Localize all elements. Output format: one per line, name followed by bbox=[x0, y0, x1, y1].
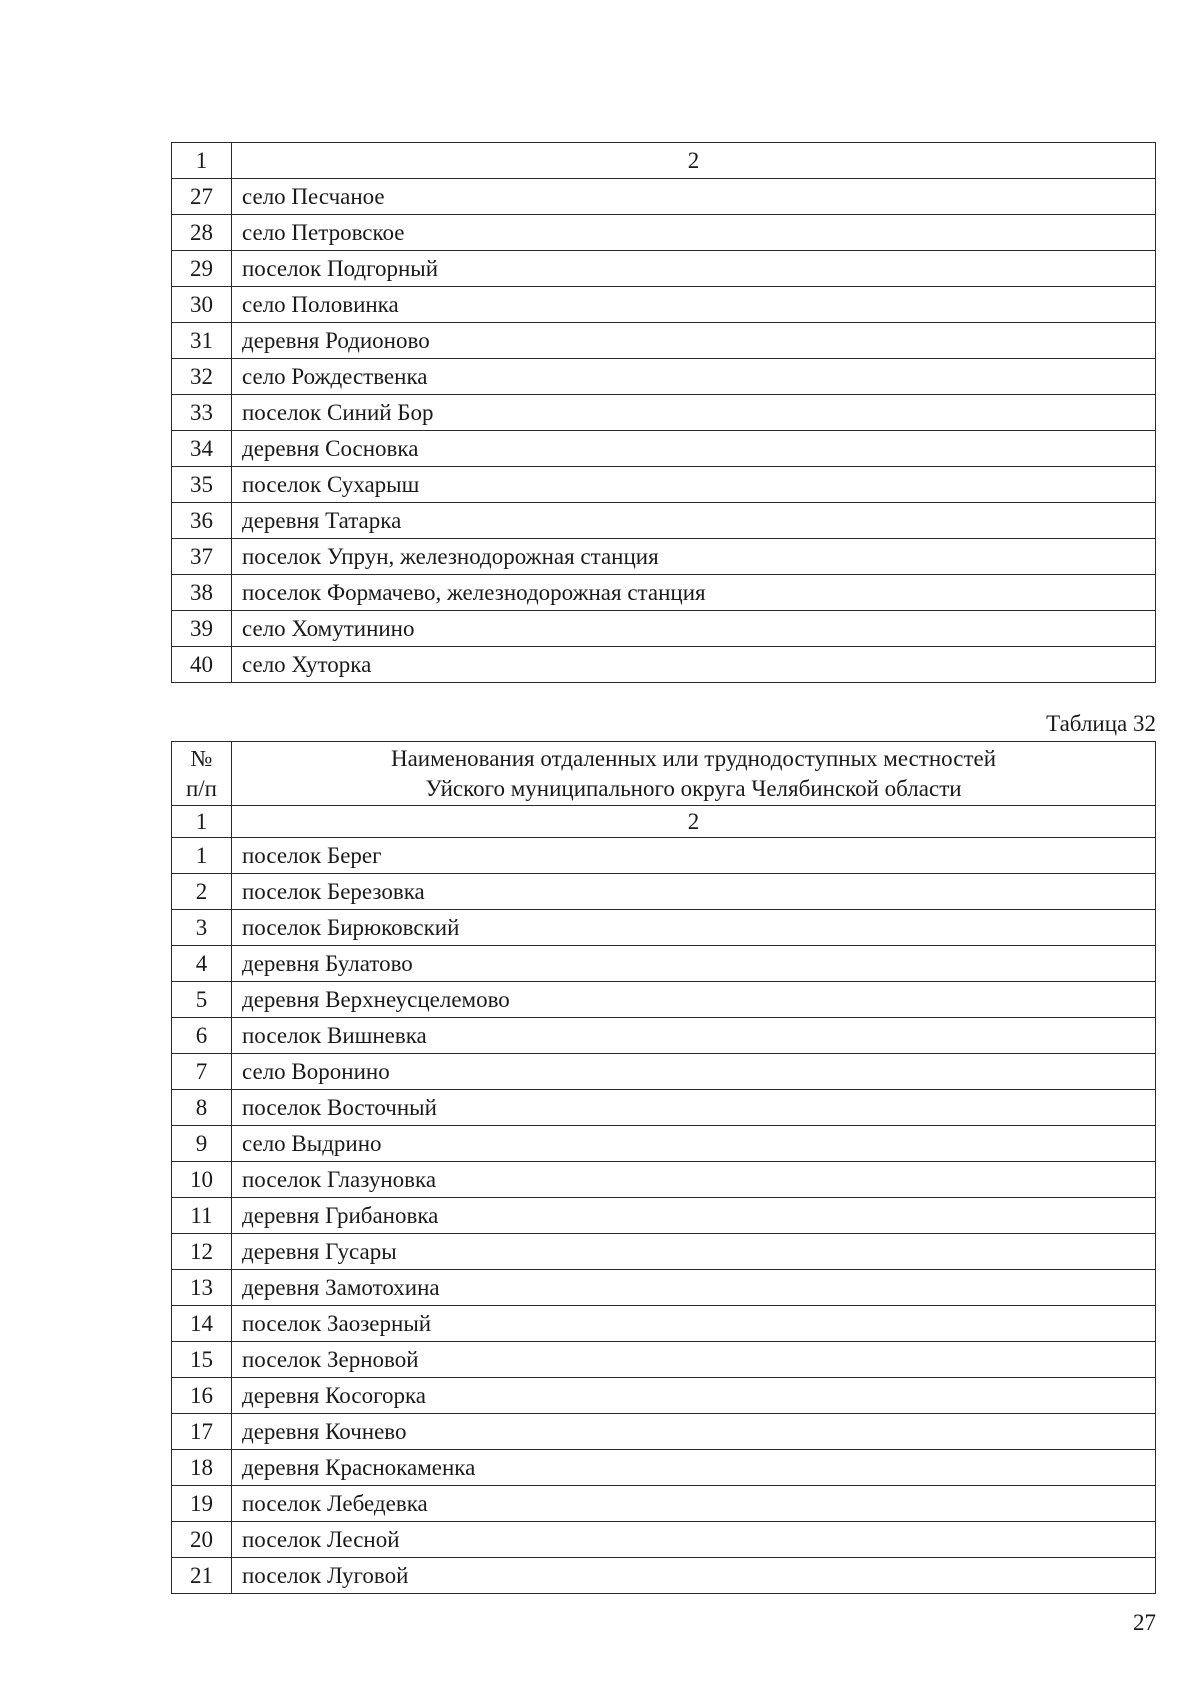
row-number-cell: 15 bbox=[172, 1342, 232, 1378]
table-row bbox=[172, 359, 1156, 395]
locality-name-cell: село Хуторка bbox=[232, 647, 1156, 683]
locality-name-cell: деревня Родионово bbox=[232, 323, 1156, 359]
table-row bbox=[172, 539, 1156, 575]
locality-name-cell: поселок Бирюковский bbox=[232, 910, 1156, 946]
table-row bbox=[172, 431, 1156, 467]
table-row bbox=[172, 1378, 1156, 1414]
row-number-cell: 32 bbox=[172, 359, 232, 395]
table-row bbox=[172, 910, 1156, 946]
table-row bbox=[172, 1198, 1156, 1234]
column-number-1: 1 bbox=[172, 806, 232, 838]
row-number-cell: 30 bbox=[172, 287, 232, 323]
table-row bbox=[172, 982, 1156, 1018]
locality-name-cell: деревня Косогорка bbox=[232, 1378, 1156, 1414]
table-row bbox=[172, 323, 1156, 359]
row-number-cell: 17 bbox=[172, 1414, 232, 1450]
locality-name-cell: поселок Подгорный bbox=[232, 251, 1156, 287]
locality-name-cell: поселок Формачево, железнодорожная станция bbox=[232, 575, 1156, 611]
locality-name-cell: село Хомутинино bbox=[232, 611, 1156, 647]
row-number-cell: 5 bbox=[172, 982, 232, 1018]
row-number-cell: 33 bbox=[172, 395, 232, 431]
row-number-cell: 6 bbox=[172, 1018, 232, 1054]
row-number-cell: 29 bbox=[172, 251, 232, 287]
header-number-abbr: п/п bbox=[185, 775, 217, 801]
continued-table bbox=[171, 142, 1156, 683]
locality-name-cell: деревня Кочнево bbox=[232, 1414, 1156, 1450]
row-number-cell: 39 bbox=[172, 611, 232, 647]
table-row bbox=[172, 1126, 1156, 1162]
table-row bbox=[172, 1018, 1156, 1054]
table-row bbox=[172, 1270, 1156, 1306]
locality-name-cell: поселок Сухарыш bbox=[232, 467, 1156, 503]
row-number-cell: 13 bbox=[172, 1270, 232, 1306]
locality-name-cell: село Петровское bbox=[232, 215, 1156, 251]
locality-name-cell: поселок Глазуновка bbox=[232, 1162, 1156, 1198]
row-number-cell: 7 bbox=[172, 1054, 232, 1090]
row-number-cell: 11 bbox=[172, 1198, 232, 1234]
table-row bbox=[172, 1342, 1156, 1378]
row-number-cell: 4 bbox=[172, 946, 232, 982]
locality-name-cell: деревня Булатово bbox=[232, 946, 1156, 982]
table-row bbox=[172, 503, 1156, 539]
table-row bbox=[172, 287, 1156, 323]
column-number-1: 1 bbox=[172, 143, 232, 179]
table-row bbox=[172, 1558, 1156, 1594]
row-number-cell: 35 bbox=[172, 467, 232, 503]
locality-name-cell: поселок Упрун, железнодорожная станция bbox=[232, 539, 1156, 575]
row-number-cell: 14 bbox=[172, 1306, 232, 1342]
locality-name-cell: деревня Сосновка bbox=[232, 431, 1156, 467]
locality-name-cell: поселок Луговой bbox=[232, 1558, 1156, 1594]
header-name-line-2: Уйского муниципального округа Челябинской области bbox=[425, 775, 962, 801]
locality-name-cell: село Рождественка bbox=[232, 359, 1156, 395]
row-number-cell: 19 bbox=[172, 1486, 232, 1522]
locality-name-cell: поселок Заозерный bbox=[232, 1306, 1156, 1342]
table-row bbox=[172, 611, 1156, 647]
header-name-line-1: Наименования отдаленных или труднодоступных местностей bbox=[390, 745, 997, 771]
row-number-cell: 12 bbox=[172, 1234, 232, 1270]
locality-name-cell: поселок Вишневка bbox=[232, 1018, 1156, 1054]
table-row bbox=[172, 1306, 1156, 1342]
locality-name-cell: поселок Синий Бор bbox=[232, 395, 1156, 431]
table-row bbox=[172, 1486, 1156, 1522]
locality-name-cell: деревня Верхнеусцелемово bbox=[232, 982, 1156, 1018]
row-number-cell: 40 bbox=[172, 647, 232, 683]
table-row bbox=[172, 575, 1156, 611]
table-32 bbox=[171, 741, 1156, 1594]
locality-name-cell: деревня Замотохина bbox=[232, 1270, 1156, 1306]
row-number-cell: 27 bbox=[172, 179, 232, 215]
table-row bbox=[172, 395, 1156, 431]
row-number-cell: 20 bbox=[172, 1522, 232, 1558]
header-name-cell bbox=[232, 742, 1156, 806]
locality-name-cell: деревня Краснокаменка bbox=[232, 1450, 1156, 1486]
row-number-cell: 36 bbox=[172, 503, 232, 539]
row-number-cell: 18 bbox=[172, 1450, 232, 1486]
locality-name-cell: поселок Лебедевка bbox=[232, 1486, 1156, 1522]
locality-name-cell: поселок Зерновой bbox=[232, 1342, 1156, 1378]
table-row bbox=[172, 1162, 1156, 1198]
table-row bbox=[172, 647, 1156, 683]
header-number-symbol: № bbox=[190, 745, 213, 771]
row-number-cell: 34 bbox=[172, 431, 232, 467]
table-row bbox=[172, 251, 1156, 287]
locality-name-cell: село Песчаное bbox=[232, 179, 1156, 215]
locality-name-cell: село Выдрино bbox=[232, 1126, 1156, 1162]
table-row bbox=[172, 467, 1156, 503]
table-row bbox=[172, 1054, 1156, 1090]
table-row bbox=[172, 1450, 1156, 1486]
row-number-cell: 21 bbox=[172, 1558, 232, 1594]
row-number-cell: 28 bbox=[172, 215, 232, 251]
locality-name-cell: поселок Восточный bbox=[232, 1090, 1156, 1126]
locality-name-cell: село Половинка bbox=[232, 287, 1156, 323]
row-number-cell: 3 bbox=[172, 910, 232, 946]
locality-name-cell: поселок Берег bbox=[232, 838, 1156, 874]
column-number-row bbox=[172, 806, 1156, 838]
page-number: 27 bbox=[1133, 1610, 1156, 1635]
row-number-cell: 37 bbox=[172, 539, 232, 575]
table-row bbox=[172, 1090, 1156, 1126]
column-number-row bbox=[172, 143, 1156, 179]
row-number-cell: 8 bbox=[172, 1090, 232, 1126]
locality-name-cell: поселок Лесной bbox=[232, 1522, 1156, 1558]
table-row bbox=[172, 838, 1156, 874]
row-number-cell: 31 bbox=[172, 323, 232, 359]
column-number-2: 2 bbox=[232, 806, 1156, 838]
table-caption: Таблица 32 bbox=[1046, 711, 1156, 736]
column-number-2: 2 bbox=[232, 143, 1156, 179]
table-header-row bbox=[172, 742, 1156, 806]
row-number-cell: 2 bbox=[172, 874, 232, 910]
table-row bbox=[172, 215, 1156, 251]
row-number-cell: 38 bbox=[172, 575, 232, 611]
table-row bbox=[172, 1414, 1156, 1450]
locality-name-cell: деревня Татарка bbox=[232, 503, 1156, 539]
table-row bbox=[172, 1234, 1156, 1270]
row-number-cell: 1 bbox=[172, 838, 232, 874]
table-row bbox=[172, 1522, 1156, 1558]
table-row bbox=[172, 946, 1156, 982]
locality-name-cell: село Воронино bbox=[232, 1054, 1156, 1090]
header-number-cell bbox=[172, 742, 232, 806]
row-number-cell: 10 bbox=[172, 1162, 232, 1198]
table-row bbox=[172, 179, 1156, 215]
row-number-cell: 9 bbox=[172, 1126, 232, 1162]
locality-name-cell: деревня Гусары bbox=[232, 1234, 1156, 1270]
row-number-cell: 16 bbox=[172, 1378, 232, 1414]
locality-name-cell: деревня Грибановка bbox=[232, 1198, 1156, 1234]
locality-name-cell: поселок Березовка bbox=[232, 874, 1156, 910]
table-row bbox=[172, 874, 1156, 910]
